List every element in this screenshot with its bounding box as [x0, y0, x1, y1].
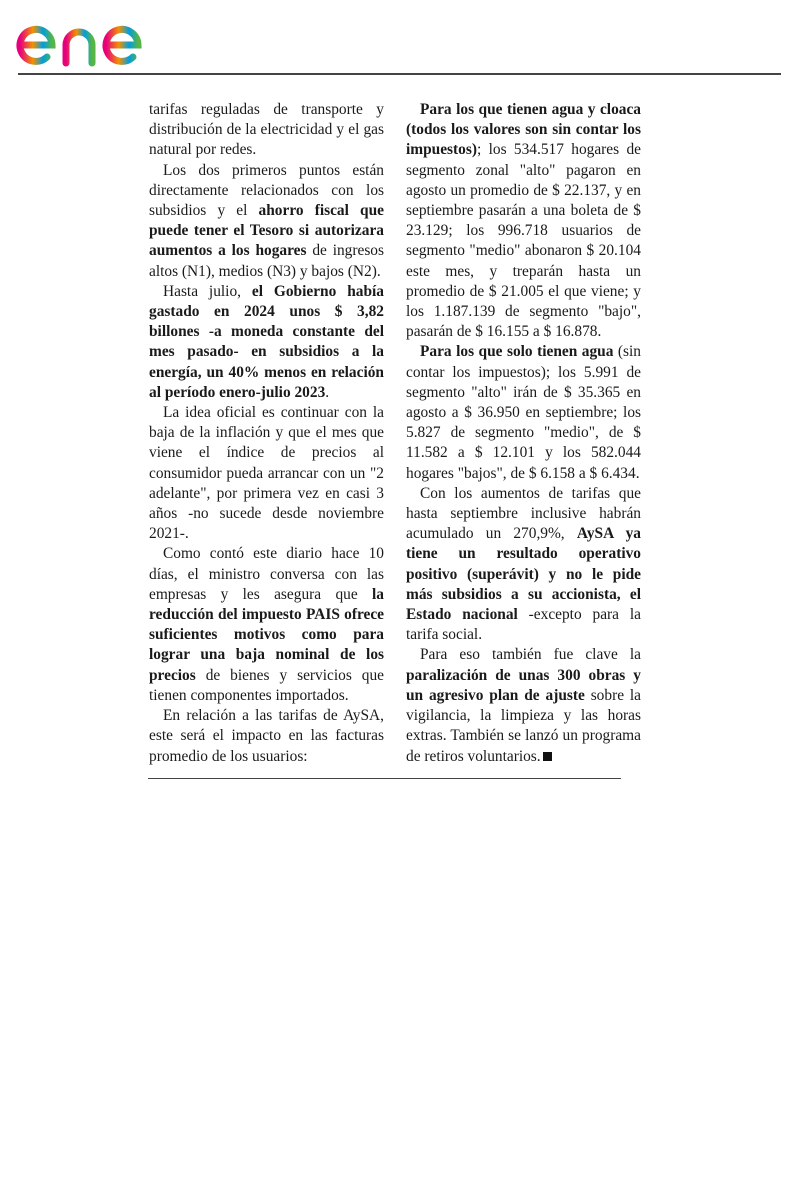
bold-text: ahorro fiscal que puede tener el Tesoro si autorizara aumentos a los hogares — [149, 202, 384, 260]
body-text: -excepto para la tarifa social. — [406, 606, 641, 644]
body-text: La idea oficial es continuar con la baja de la inflación y que el mes que viene el índice de precios al consumidor pueda arrancar con un "2 adelante", por primera vez en casi 3 años -no sucede desde noviembre 2021-. — [149, 404, 384, 543]
paragraph — [406, 100, 641, 342]
paragraph — [406, 645, 641, 766]
article-column-right — [406, 100, 641, 767]
enel-logo — [14, 6, 184, 68]
body-text: sobre la vigilancia, la limpieza y las horas extras. También se lanzó un programa de retiros voluntarios. — [406, 686, 642, 765]
body-text: (sin contar los impuestos); los 5.991 de segmento "alto" irán de $ 35.365 en agosto a $ 36.950 en septiembre; los 5.827 de segmento "medio", de $ 11.582 a $ 12.101 y los 582.044 hogares "bajos", de $ 6.158 a $ 6.434. — [406, 343, 641, 482]
page-header — [0, 0, 800, 80]
bold-text: AySA ya tiene un resultado operativo positivo (superávit) y no le pide más subsidios a su accionista, el Estado nacional — [406, 525, 641, 624]
body-text: de bienes y servicios que tienen componentes importados. — [149, 666, 384, 704]
body-text: Como contó este diario hace 10 días, el ministro conversa con las empresas y les asegura que — [149, 545, 384, 603]
body-text: . — [325, 383, 330, 401]
article-end-rule — [148, 778, 621, 779]
header-rule — [18, 73, 781, 75]
bold-text: el Gobierno había gastado en 2024 unos $ 3,82 billones -a moneda constante del mes pasado- en subsidios a la energía, un 40% menos en relación al período enero-julio 2023 — [149, 282, 384, 401]
body-text: Hasta julio, — [163, 282, 252, 300]
paragraph — [149, 706, 384, 767]
paragraph — [149, 161, 384, 282]
paragraph — [406, 342, 641, 483]
paragraph — [149, 282, 384, 403]
body-text: de ingresos altos (N1), medios (N3) y bajos (N2). — [149, 242, 384, 280]
paragraph — [149, 403, 384, 544]
bold-text: la reducción del impuesto PAIS ofrece suficientes motivos como para lograr una baja nominal de los precios — [149, 585, 384, 684]
body-text: Con los aumentos de tarifas que hasta septiembre inclusive habrán acumulado un 270,9%, — [406, 484, 641, 543]
bold-text: Para los que solo tienen agua — [420, 343, 614, 361]
paragraph — [149, 100, 384, 161]
bold-text: Para los que tienen agua y cloaca (todos los valores son sin contar los impuestos) — [406, 101, 641, 159]
body-text: Los dos primeros puntos están directamente relacionados con los subsidios y el — [149, 161, 384, 220]
article-column-left — [149, 100, 384, 767]
body-text: Para eso también fue clave la — [420, 646, 641, 664]
bold-text: paralización de unas 300 obras y un agresivo plan de ajuste — [406, 666, 641, 704]
paragraph — [406, 484, 641, 646]
paragraph — [149, 544, 384, 706]
end-of-article-icon — [543, 752, 552, 761]
body-text: ; los 534.517 hogares de segmento zonal "alto" pagaron en agosto un promedio de $ 22.137, y en septiembre pasarán a una boleta de $ 23.129; los 996.718 usuarios de segmento "medio" abonaron $ 20.104 este mes, y treparán hasta un promedio de $ 21.005 el que viene; y los 1.187.139 de segmento "bajo", pasarán de $ 16.155 a $ 16.878. — [406, 141, 641, 341]
body-text: En relación a las tarifas de AySA, este será el impacto en las facturas promedio de los usuarios: — [149, 707, 384, 765]
body-text: tarifas reguladas de transporte y distribución de la electricidad y el gas natural por redes. — [149, 101, 384, 159]
